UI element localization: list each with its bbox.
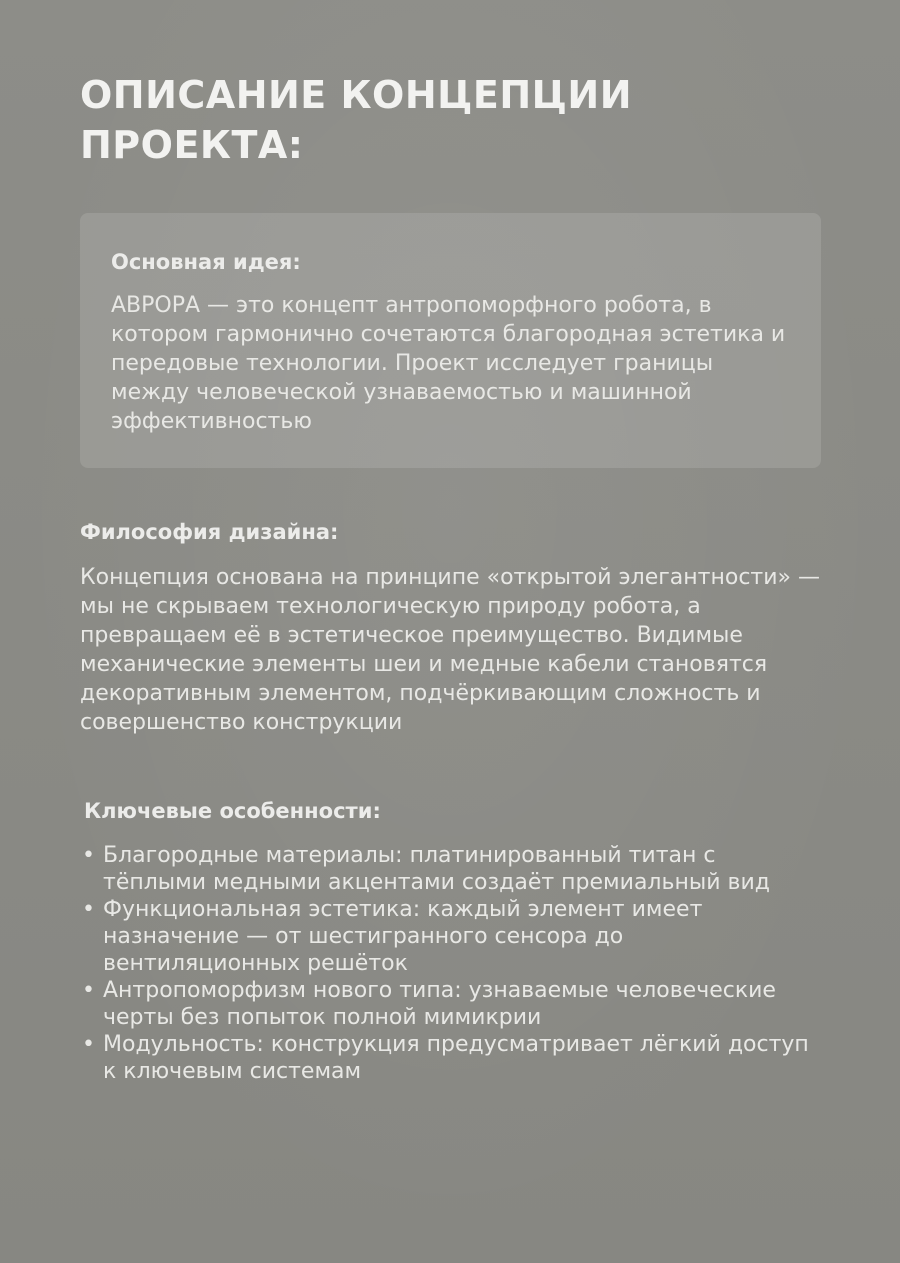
feature-item-functional-aesthetics	[80, 896, 820, 977]
bullet-icon: •	[82, 843, 95, 868]
feature-item-anthropomorphism	[80, 977, 820, 1031]
bullet-icon: •	[82, 978, 95, 1003]
page-title-line-2: ПРОЕКТА:	[80, 123, 304, 167]
design-philosophy-heading: Философия дизайна:	[80, 520, 339, 544]
main-idea-text: АВРОРА — это концепт антропоморфного робота, в котором гармонично сочетаются благородная эстетика и передовые технологии. Проект исследует границы между человеческой узнаваемостью и машинной эффективностью	[111, 293, 786, 434]
design-philosophy-section	[80, 518, 820, 737]
design-philosophy-text: Концепция основана на принципе «открытой элегантности» — мы не скрываем технологическую природу робота, а превращаем её в эстетическое преимущество. Видимые механические элементы шеи и медные кабели становятся декоративным элементом, подчёркивающим сложность и совершенство конструкции	[80, 565, 820, 735]
feature-text: Благородные материалы: платинированный титан с тёплыми медными акцентами создаёт премиальный вид	[103, 843, 770, 895]
feature-text: Функциональная эстетика: каждый элемент имеет назначение — от шестигранного сенсора до вентиляционных решёток	[103, 897, 703, 976]
main-idea-card	[80, 213, 821, 468]
feature-item-modularity	[80, 1031, 820, 1085]
feature-item-materials	[80, 842, 820, 896]
key-features-section	[80, 797, 820, 1085]
bullet-icon: •	[82, 1032, 95, 1057]
bullet-icon: •	[82, 897, 95, 922]
feature-text: Антропоморфизм нового типа: узнаваемые человеческие черты без попыток полной мимикрии	[103, 978, 776, 1030]
main-idea-heading: Основная идея:	[111, 250, 301, 274]
feature-text: Модульность: конструкция предусматривает лёгкий доступ к ключевым системам	[103, 1032, 809, 1084]
key-features-heading: Ключевые особенности:	[84, 799, 381, 823]
key-features-list	[80, 842, 820, 1085]
page-title-line-1: ОПИСАНИЕ КОНЦЕПЦИИ	[80, 73, 633, 117]
page-title	[80, 70, 820, 170]
